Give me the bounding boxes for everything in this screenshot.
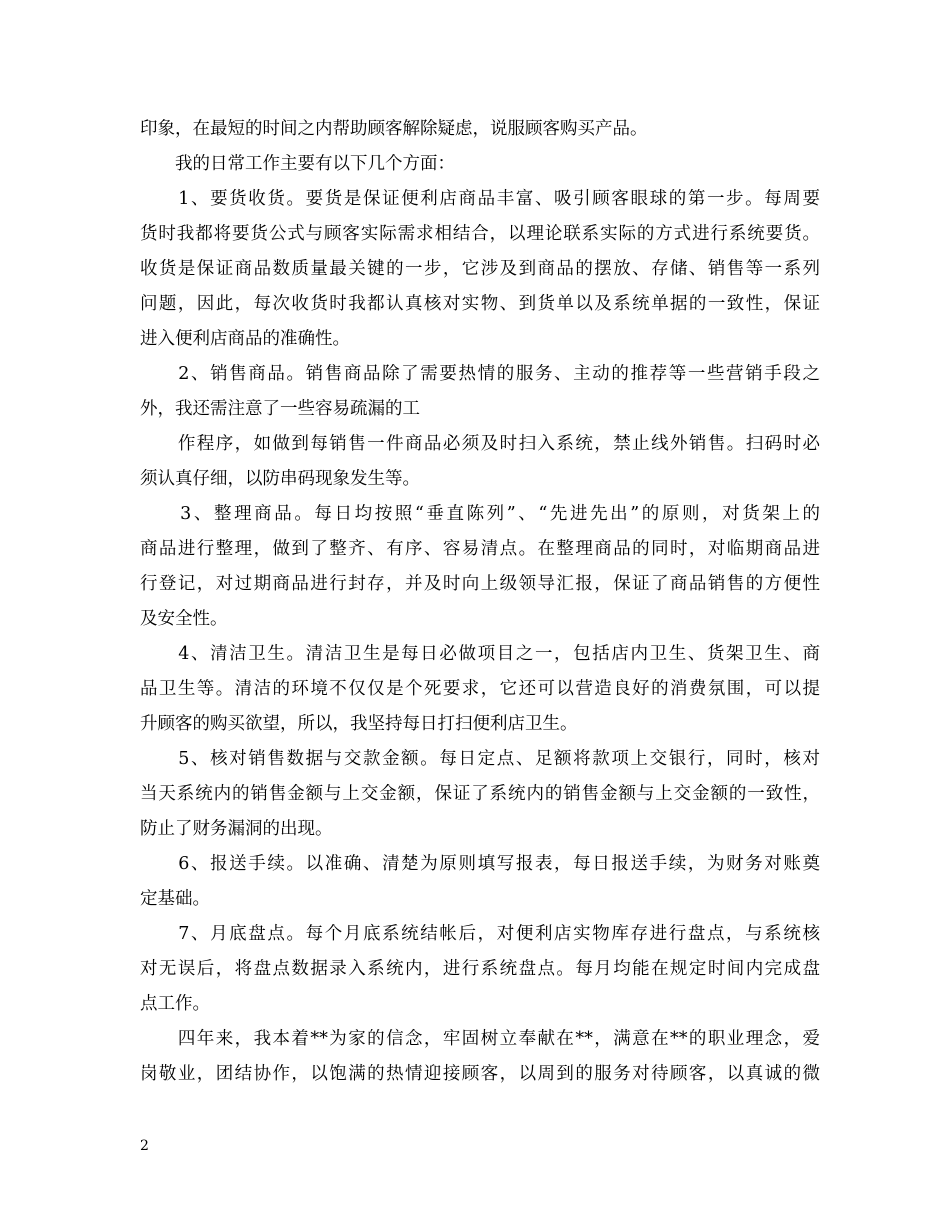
text-line: 3、整理商品。每日均按照“垂直陈列”、“先进先出”的原则，对货架上的 bbox=[140, 504, 820, 524]
text-line: 对无误后，将盘点数据录入系统内，进行系统盘点。每月均能在规定时间内完成盘 bbox=[140, 959, 820, 979]
text-line: 我的日常工作主要有以下几个方面： bbox=[140, 154, 455, 174]
text-line: 1、要货收货。要货是保证便利店商品丰富、吸引顾客眼球的第一步。每周要 bbox=[140, 189, 820, 209]
text-line: 4、清洁卫生。清洁卫生是每日必做项目之一，包括店内卫生、货架卫生、商 bbox=[140, 644, 820, 664]
text-line: 作程序，如做到每销售一件商品必须及时扫入系统，禁止线外销售。扫码时必 bbox=[140, 434, 820, 454]
text-line: 2、销售商品。销售商品除了需要热情的服务、主动的推荐等一些营销手段之 bbox=[140, 364, 820, 384]
text-line: 商品进行整理，做到了整齐、有序、容易清点。在整理商品的同时，对临期商品进 bbox=[140, 539, 820, 559]
text-line: 品卫生等。清洁的环境不仅仅是个死要求，它还可以营造良好的消费氛围，可以提 bbox=[140, 679, 820, 699]
text-line: 须认真仔细，以防串码现象发生等。 bbox=[140, 469, 420, 489]
text-line: 印象，在最短的时间之内帮助顾客解除疑虑，说服顾客购买产品。 bbox=[140, 119, 648, 139]
text-line: 外，我还需注意了一些容易疏漏的工 bbox=[140, 399, 420, 419]
text-line: 定基础。 bbox=[140, 889, 210, 909]
text-line: 货时我都将要货公式与顾客实际需求相结合，以理论联系实际的方式进行系统要货。 bbox=[140, 224, 820, 244]
text-line: 四年来，我本着**为家的信念，牢固树立奉献在**，满意在**的职业理念，爱 bbox=[140, 1029, 820, 1049]
text-line: 点工作。 bbox=[140, 994, 210, 1014]
text-line: 防止了财务漏洞的出现。 bbox=[140, 819, 333, 839]
text-line: 6、报送手续。以准确、清楚为原则填写报表，每日报送手续，为财务对账奠 bbox=[140, 854, 820, 874]
page-number: 2 bbox=[140, 1138, 149, 1154]
text-line: 收货是保证商品数质量最关键的一步，它涉及到商品的摆放、存储、销售等一系列 bbox=[140, 259, 820, 279]
text-line: 及安全性。 bbox=[140, 609, 228, 629]
text-line: 7、月底盘点。每个月底系统结帐后，对便利店实物库存进行盘点，与系统核 bbox=[140, 924, 820, 944]
text-line: 问题，因此，每次收货时我都认真核对实物、到货单以及系统单据的一致性，保证 bbox=[140, 294, 820, 314]
text-line: 岗敬业，团结协作，以饱满的热情迎接顾客，以周到的服务对待顾客，以真诚的微 bbox=[140, 1064, 820, 1084]
text-line: 进入便利店商品的准确性。 bbox=[140, 329, 350, 349]
text-line: 当天系统内的销售金额与上交金额，保证了系统内的销售金额与上交金额的一致性， bbox=[140, 784, 820, 804]
text-line: 升顾客的购买欲望，所以，我坚持每日打扫便利店卫生。 bbox=[140, 714, 578, 734]
text-line: 行登记，对过期商品进行封存，并及时向上级领导汇报，保证了商品销售的方便性 bbox=[140, 574, 820, 594]
text-line: 5、核对销售数据与交款金额。每日定点、足额将款项上交银行，同时，核对 bbox=[140, 749, 820, 769]
